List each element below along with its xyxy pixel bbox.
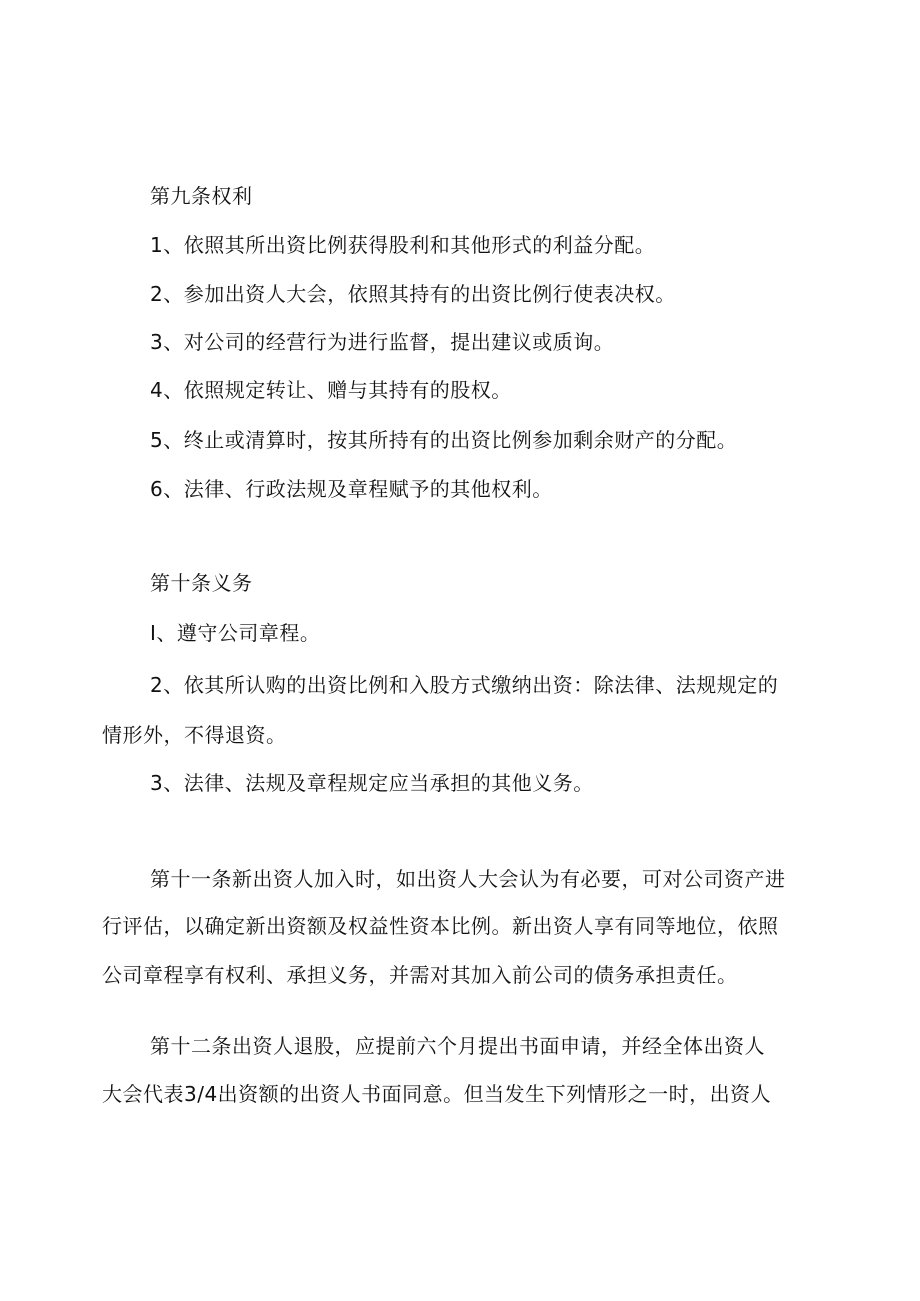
article-9-item-6: 6、法律、行政法规及章程赋予的其他权利。: [150, 477, 553, 501]
article-9-heading: 第九条权利: [150, 184, 253, 208]
article-11-line-2: 行评估，以确定新出资额及权益性资本比例。新出资人享有同等地位，依照: [102, 914, 779, 938]
article-11-line-3: 公司章程享有权利、承担义务，并需对其加入前公司的债务承担责任。: [102, 963, 738, 987]
article-9-item-3: 3、对公司的经营行为进行监督，提出建议或质询。: [150, 330, 615, 354]
article-9-item-1: 1、依照其所出资比例获得股利和其他形式的利益分配。: [150, 233, 656, 257]
article-10-item-1: I、遵守公司章程。: [150, 621, 321, 645]
article-12-line-1: 第十二条出资人退股，应提前六个月提出书面申请，并经全体出资人: [150, 1034, 765, 1058]
article-10-item-3: 3、法律、法规及章程规定应当承担的其他义务。: [150, 771, 594, 795]
article-10-item-2-line-2: 情形外，不得退资。: [102, 723, 287, 747]
article-9-item-2: 2、参加出资人大会，依照其持有的出资比例行使表决权。: [150, 282, 676, 306]
article-10-item-2-line-1: 2、依其所认购的出资比例和入股方式缴纳出资：除法律、法规规定的: [150, 673, 779, 697]
article-10-heading: 第十条义务: [150, 571, 253, 595]
article-9-item-5: 5、终止或清算时，按其所持有的出资比例参加剩余财产的分配。: [150, 428, 738, 452]
article-11-line-1: 第十一条新出资人加入时，如出资人大会认为有必要，可对公司资产进: [150, 867, 786, 891]
article-12-line-2: 大会代表3/4出资额的出资人书面同意。但当发生下列情形之一时，出资人: [102, 1082, 772, 1106]
article-9-item-4: 4、依照规定转让、赠与其持有的股权。: [150, 378, 512, 402]
